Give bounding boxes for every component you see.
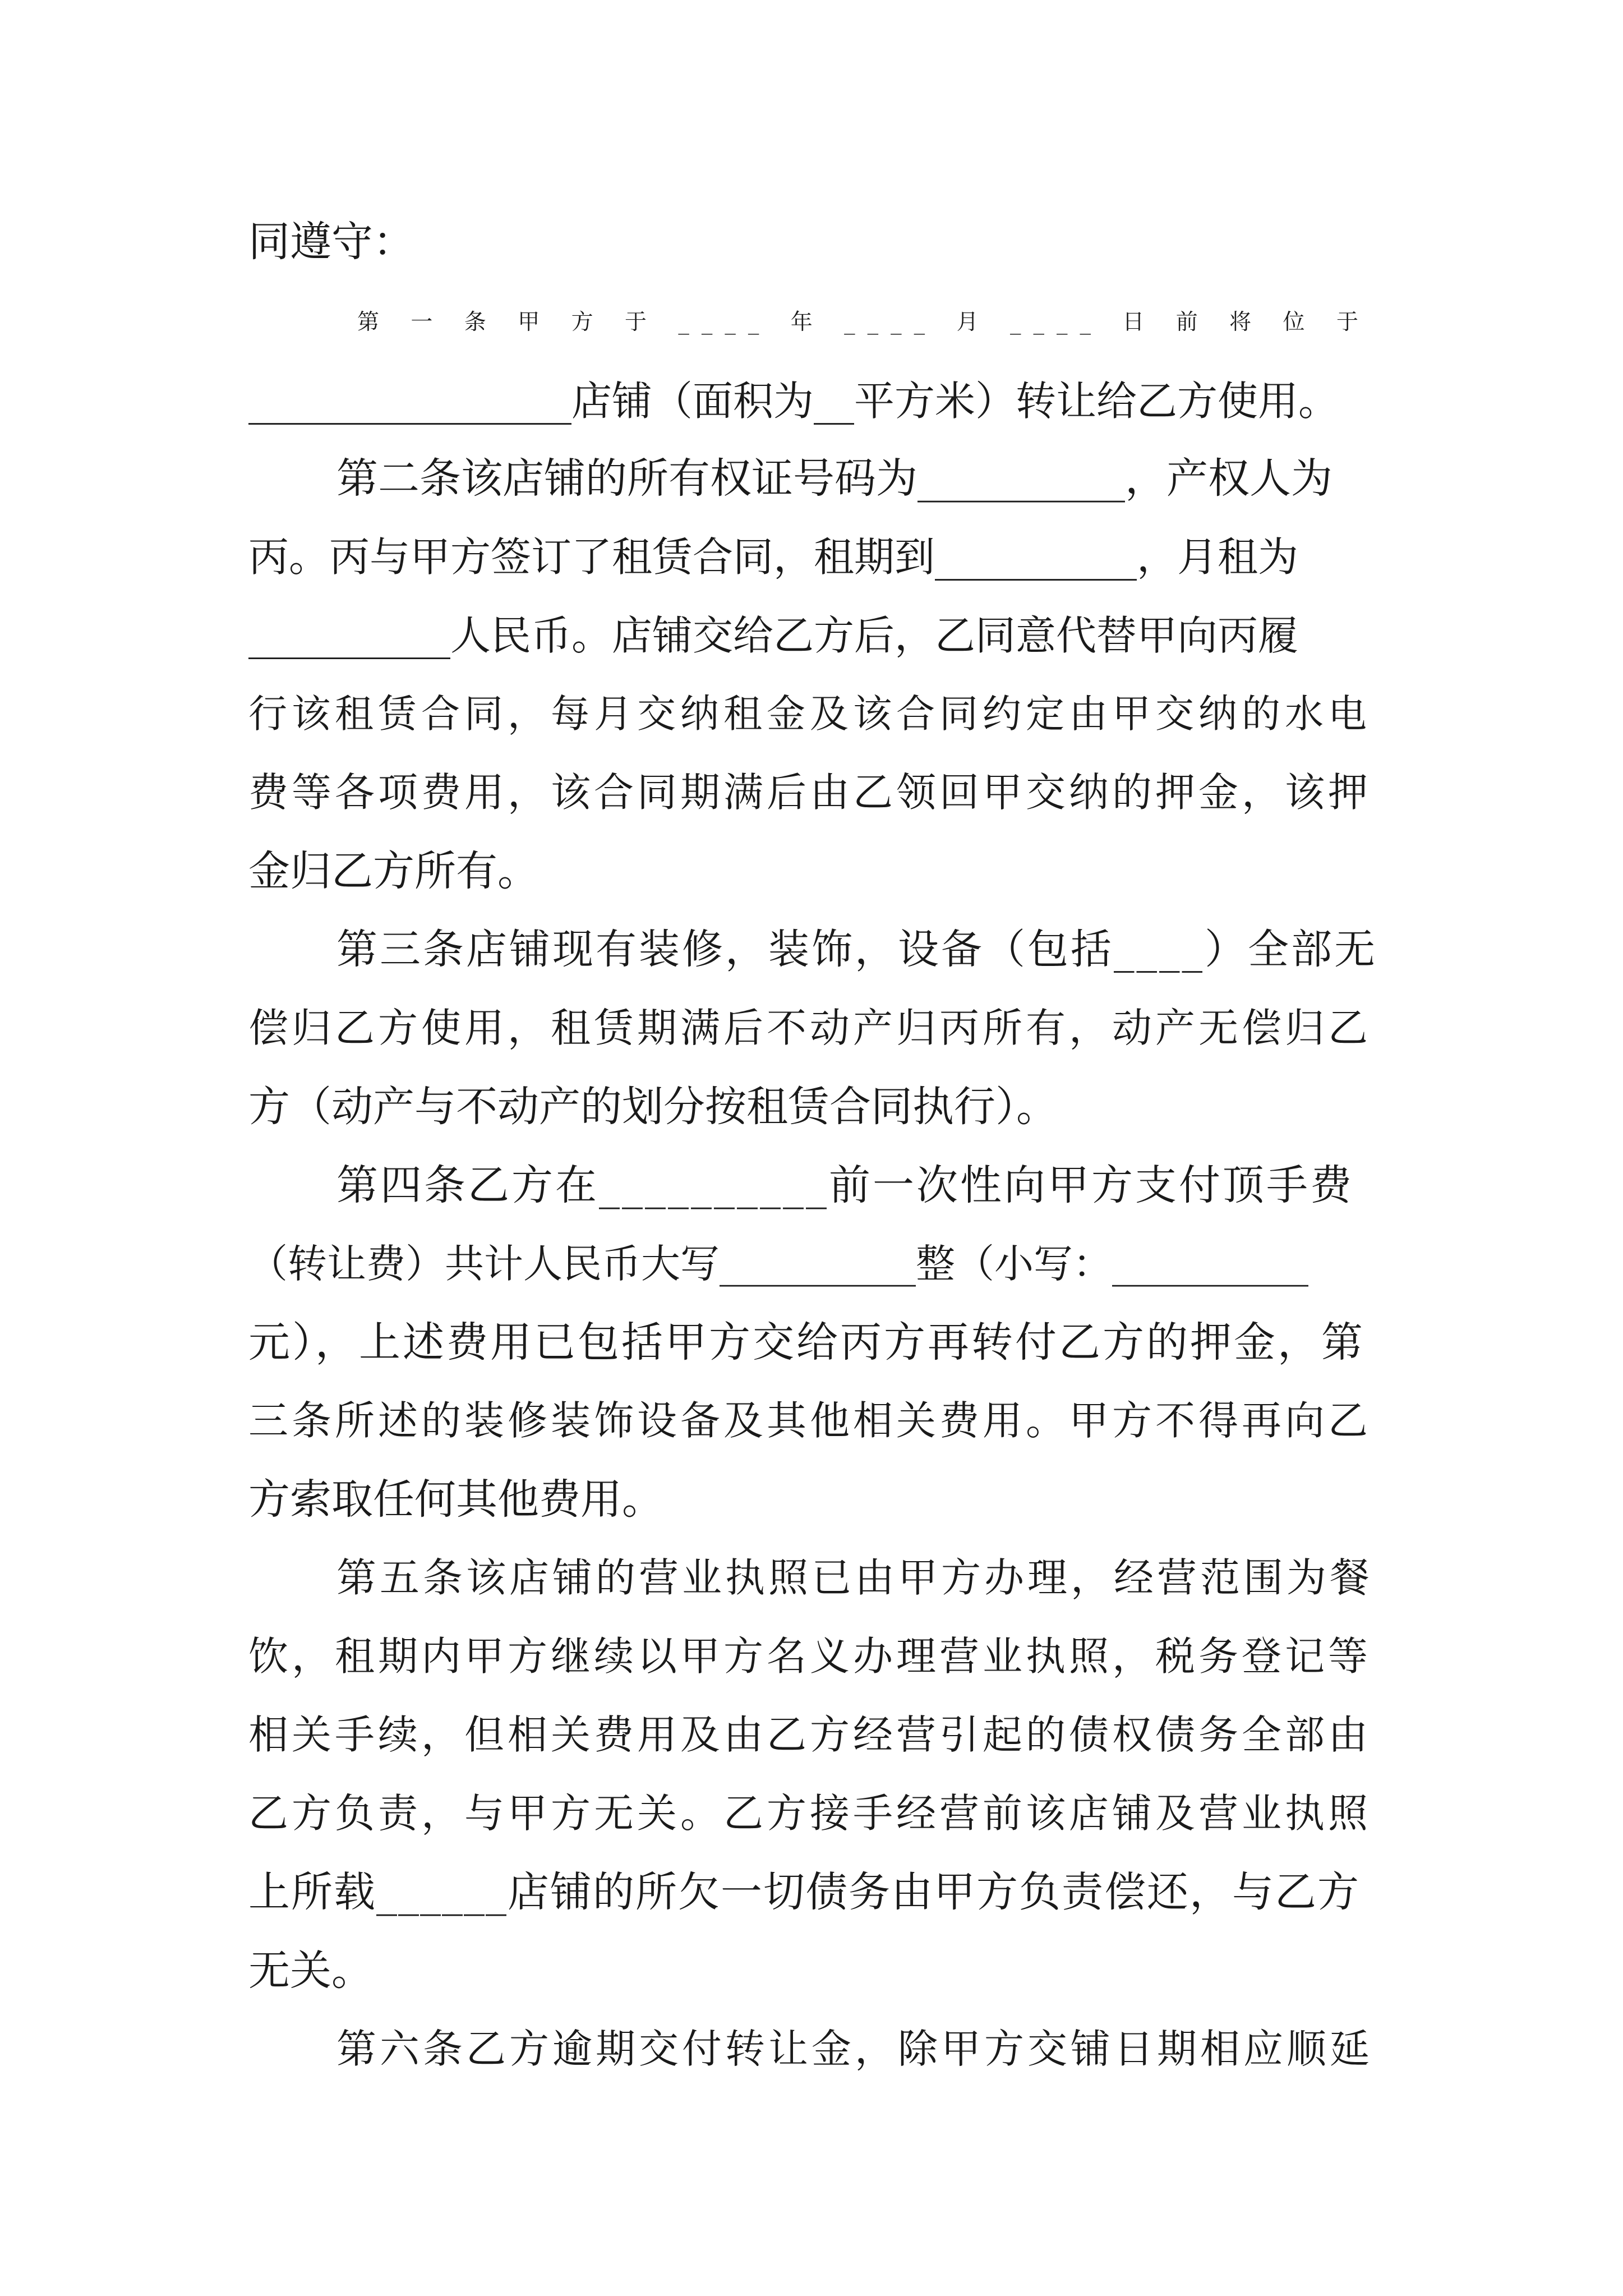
text-line-23: 无关。 [248,1947,373,1995]
text-line-2: 第 一 条 甲 方 于 ____ 年 ____ 月 ____ 日 前 将 位 于 [357,310,1371,335]
text-line-18: 第五条该店铺的营业执照已由甲方办理，经营范围为餐 [336,1554,1373,1601]
text-line-19: 饮，租期内甲方继续以甲方名义办理营业执照，税务登记等 [248,1633,1372,1680]
text-line-21: 乙方负责，与甲方无关。乙方接手经营前该店铺及营业执照 [248,1790,1372,1837]
text-line-14: （转让费）共计人民币大写__________整（小写：__________ [248,1241,1308,1287]
text-line-16: 三条所述的装修装饰设备及其他相关费用。甲方不得再向乙 [248,1397,1372,1444]
text-line-17: 方索取任何其他费用。 [248,1475,663,1524]
text-line-4: 第二条该店铺的所有权证号码为__________，产权人为 [336,454,1332,503]
text-line-3: ________________店铺（面积为__平方米）转让给乙方使用。 [248,378,1339,425]
text-line-20: 相关手续，但相关费用及由乙方经营引起的债权债务全部由 [248,1711,1372,1758]
text-line-11: 偿归乙方使用，租赁期满后不动产归丙所有，动产无偿归乙 [248,1005,1372,1051]
text-line-5: 丙。丙与甲方签订了租赁合同，租期到__________，月租为 [248,533,1299,581]
text-line-22: 上所载______店铺的所欠一切债务由甲方负责偿还，与乙方 [248,1868,1360,1916]
text-line-6: __________人民币。店铺交给乙方后，乙同意代替甲向丙履 [248,612,1299,659]
text-line-24: 第六条乙方逾期交付转让金，除甲方交铺日期相应顺延 [336,2026,1373,2072]
text-line-9: 金归乙方所有。 [248,847,539,895]
text-line-15: 元），上述费用已包括甲方交给丙方再转付乙方的押金，第 [248,1318,1365,1366]
text-line-7: 行该租赁合同，每月交纳租金及该合同约定由甲交纳的水电 [248,692,1371,737]
text-line-13: 第四条乙方在__________前一次性向甲方支付顶手费 [336,1161,1354,1209]
text-line-1: 同遵守： [248,218,414,266]
text-line-10: 第三条店铺现有装修，装饰，设备（包括____）全部无 [336,926,1377,973]
text-line-12: 方（动产与不动产的划分按租赁合同执行）。 [248,1083,1058,1131]
text-line-8: 费等各项费用，该合同期满后由乙领回甲交纳的押金，该押 [248,769,1372,816]
